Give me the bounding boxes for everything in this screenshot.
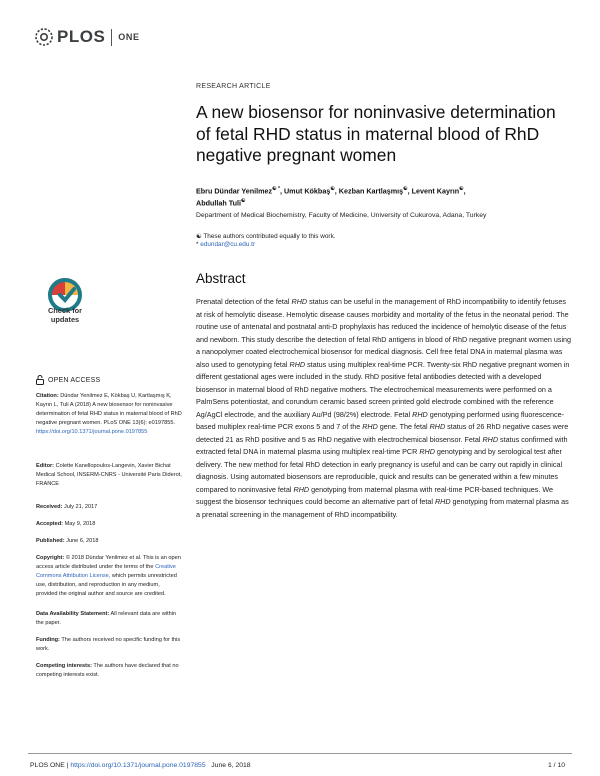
abstract-run: genotyping from maternal plasma with real-time PCR-based techniques. We suggest the biosensor techniques could become an alternative part of fetal [196, 484, 554, 506]
author-name: Ebru Dündar Yenilmez [196, 186, 273, 196]
gene-name: RHD [434, 497, 451, 506]
author-list [196, 184, 572, 209]
author-name: Umut Kökbaş [283, 186, 331, 196]
citation-block [36, 392, 182, 437]
equal-contribution-text: These authors contributed equally to this work. [203, 233, 336, 240]
journal-name: PLOS [57, 27, 106, 46]
gene-name: RHD [362, 422, 378, 431]
abstract-run: status confirmed with extracted fetal DNA in maternal plasma using multiplex real-time PCR [196, 434, 568, 456]
received-date [36, 503, 182, 512]
author-marks: ☯ [330, 186, 335, 192]
page-number: 1 / 10 [548, 762, 566, 769]
author-marks: ☯ [403, 186, 408, 192]
data-availability-text: All relevant data are within the paper. [36, 611, 177, 626]
asterisk-icon: * [196, 241, 201, 248]
author-line [196, 196, 572, 208]
page-footer: PLOS ONE | https://doi.org/10.1371/journal.pone.0197855 June 6, 2018 [30, 762, 251, 769]
funding-text: The authors received no specific funding for this work. [36, 637, 181, 652]
author-marks: ☯ [240, 198, 246, 205]
copyright-label: Copyright: [36, 555, 65, 561]
gene-name: RHD [482, 434, 499, 444]
abstract-run: genotyping and by serological test after delivery. The new method for fetal RhD detection in early pregnancy is useful and can be carry out rapidly in clinical diagnosis. Using automated biosensors are reproducible, quick and results can be generated within a few minutes compared to noninvasive fetal [196, 447, 563, 494]
gene-name: RHD [293, 484, 310, 494]
open-lock-icon [36, 375, 44, 385]
gene-name: RHD [419, 447, 435, 456]
published-text: June 6, 2018 [66, 538, 99, 544]
accepted-date [36, 520, 182, 529]
corresponding-email[interactable] [196, 241, 572, 248]
gene-name: RHD [412, 409, 428, 419]
data-availability-label: Data Availability Statement: [36, 611, 110, 617]
funding-label: Funding: [36, 637, 60, 643]
author-marks: ☯ [459, 186, 464, 192]
affiliation: Department of Medical Biochemistry, Faculty of Medicine, University of Cukurova, Adana, Turkey [196, 212, 487, 219]
journal-section: ONE [118, 32, 140, 42]
editor-block [36, 462, 182, 489]
author-marks: ☯ * [272, 186, 280, 192]
footer-journal: PLOS ONE [30, 762, 65, 769]
abstract-run: status of 26 RhD negative cases were detected 21 as RhD positive and 5 as RhD negative with electrochemical biosensor. Fetal [196, 422, 569, 444]
editor-label: Editor: [36, 463, 55, 469]
footer-doi-link[interactable]: https://doi.org/10.1371/journal.pone.0197855 [70, 762, 206, 769]
accepted-label: Accepted: [36, 521, 64, 527]
funding-block [36, 636, 182, 654]
abstract-run: genotyping from maternal plasma as a prenatal screening in the management of RhD incompatibility. [196, 497, 569, 519]
abstract-heading: Abstract [196, 271, 246, 286]
email-link[interactable]: edundar@cu.edu.tr [200, 241, 256, 248]
open-access-badge [36, 375, 100, 385]
license-link[interactable]: Creative Commons Attribution License, [36, 564, 176, 579]
abstract-run: status using multiplex real-time PCR. Twenty-six RhD negative pregnant women in different gestational ages were included in the study. RhD positive fetal antibodies detected with a developed biosensor in maternal blood of RhD negative mothers. The electrochemical measurements were performed on a PalmSens potentiostat, and corundum ceramic based screen printed gold electrode combined with the reference Ag/AgCl electrode, and the auxiliary Au/Pd (98/2%) electrode. Fetal [196, 359, 570, 419]
competing-interests-text: The authors have declared that no competing interests exist. [36, 663, 179, 678]
gene-name: RHD [291, 297, 308, 306]
abstract-run: genotyping performed using fluorescence-based multiplex real-time PCR exons 5 and 7 of the [196, 409, 564, 431]
competing-interests-block [36, 662, 182, 680]
equal-contribution-note [196, 232, 572, 240]
published-date [36, 537, 182, 546]
citation-doi-link[interactable]: https://doi.org/10.1371/journal.pone.0197855 [36, 429, 148, 435]
abstract-run: Prenatal detection of the fetal [196, 297, 292, 306]
journal-logo [34, 27, 140, 47]
author-line: Ebru Dündar Yenilmez☯ *, Umut Kökbaş☯, Kezban Kartlaşmış☯, Levent Kayrın☯, [196, 186, 466, 196]
abstract-text [196, 296, 572, 521]
published-label: Published: [36, 538, 65, 544]
editor-text: Colette Kanellopoulos-Langevin, Xavier Bichat Medical School, INSERM-CNRS - Université Paris Diderot, FRANCE [36, 463, 182, 487]
citation-label: Citation: [36, 393, 59, 399]
gene-name: RHD [429, 422, 446, 431]
article-type: RESEARCH ARTICLE [196, 83, 271, 90]
plos-logo-icon [34, 27, 54, 47]
article-title: A new biosensor for noninvasive determination of fetal RHD status in maternal blood of RhD negative pregnant women [196, 102, 556, 165]
copyright-text: © 2018 Dündar Yenilmez et al. This is an open access article distributed under the terms of the [36, 555, 181, 570]
received-text: July 21, 2017 [64, 504, 98, 510]
gene-name: RHD [289, 359, 306, 369]
abstract-run: gene. The fetal [377, 422, 430, 431]
accepted-text: May 9, 2018 [64, 521, 96, 527]
author-name: Abdullah Tuli [196, 198, 241, 208]
check-for-updates-label[interactable]: Check for updates [47, 306, 83, 324]
data-availability-block [36, 610, 182, 628]
equal-contribution-icon: ☯ [196, 233, 204, 240]
author-name: Kezban Kartlaşmış [338, 186, 404, 196]
copyright-text-2: which permits unrestricted use, distribution, and reproduction in any medium, provided the original author and source are credited. [36, 573, 177, 597]
author-name: Levent Kayrın [411, 186, 460, 196]
footer-rule [28, 753, 572, 754]
citation-text: Dündar Yenilmez E, Kökbaş U, Kartlaşmış K, Kayrın L, Tuli A (2018) A new biosensor for noninvasive determination of fetal RHD status in maternal blood of RhD negative pregnant women. PLoS ONE 13(6): e0197855. [36, 393, 182, 426]
logo-divider [111, 29, 112, 46]
competing-interests-label: Competing interests: [36, 663, 92, 669]
abstract-run: status can be useful in the management of RhD incompatibility to identify fetuses at risk of hemolytic disease. Hemolytic disease causes morbidity and mortality of the fetus in the neonatal period. The routine use of antenatal and postnatal anti-D prophylaxis has reduced the incidence of hemolytic disease of the fetus and newborn. This study describe the detection of fetal RhD antigens in blood of RhD negative pregnant women using a nanopolymer coated electrochemical biosensor for medical diagnosis. Cell free fetal DNA in maternal plasma was also used to genotyping fetal [196, 297, 572, 369]
copyright-block [36, 554, 182, 599]
footer-date: June 6, 2018 [211, 762, 251, 769]
open-access-label: OPEN ACCESS [48, 376, 101, 384]
received-label: Received: [36, 504, 63, 510]
